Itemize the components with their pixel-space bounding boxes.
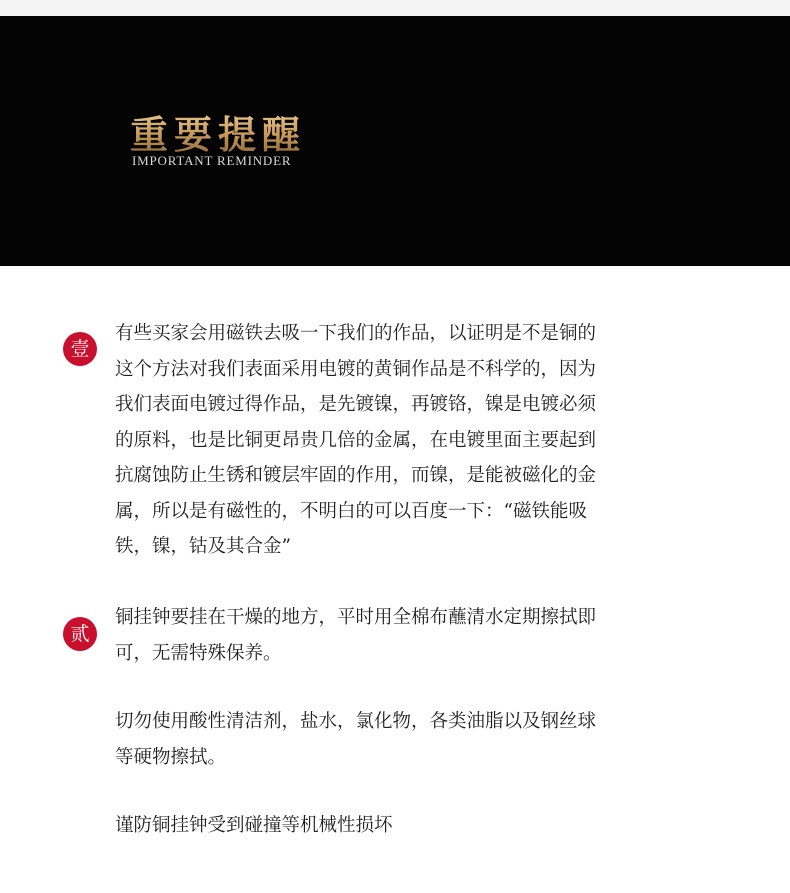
section-badge-1: 壹	[63, 332, 97, 366]
banner-subtitle: IMPORTANT REMINDER	[132, 153, 292, 168]
section-2-paragraph-1: 铜挂钟要挂在干燥的地方，平时用全棉布蘸清水定期擦拭即 可，无需特殊保养。	[115, 607, 597, 664]
section-badge-2: 贰	[63, 617, 97, 651]
top-strip	[0, 0, 790, 16]
section-2-paragraph-3: 谨防铜挂钟受到碰撞等机械性损坏	[115, 815, 393, 836]
section-2-paragraph-2: 切勿使用酸性清洁剂，盐水，氯化物，各类油脂以及钢丝球 等硬物擦拭。	[115, 711, 597, 768]
reminder-banner	[0, 16, 790, 266]
section-1-paragraph-1: 有些买家会用磁铁去吸一下我们的作品，以证明是不是铜的 这个方法对我们表面采用电镀的黄铜作品是不科学的，因为 我们表面电镀过得作品，是先镀镍，再镀铬，镍是电镀必须 的原料，也是比铜更昂贵几倍的金属，在电镀里面主要起到 抗腐蚀防止生锈和镀层牢固的作用，而镍，是能被磁化的金 属，所以是有磁性的，不明白的可以百度一下：“磁铁能吸 铁，镍，钴及其合金”	[115, 323, 597, 557]
banner-title: 重要提醒	[130, 104, 306, 159]
